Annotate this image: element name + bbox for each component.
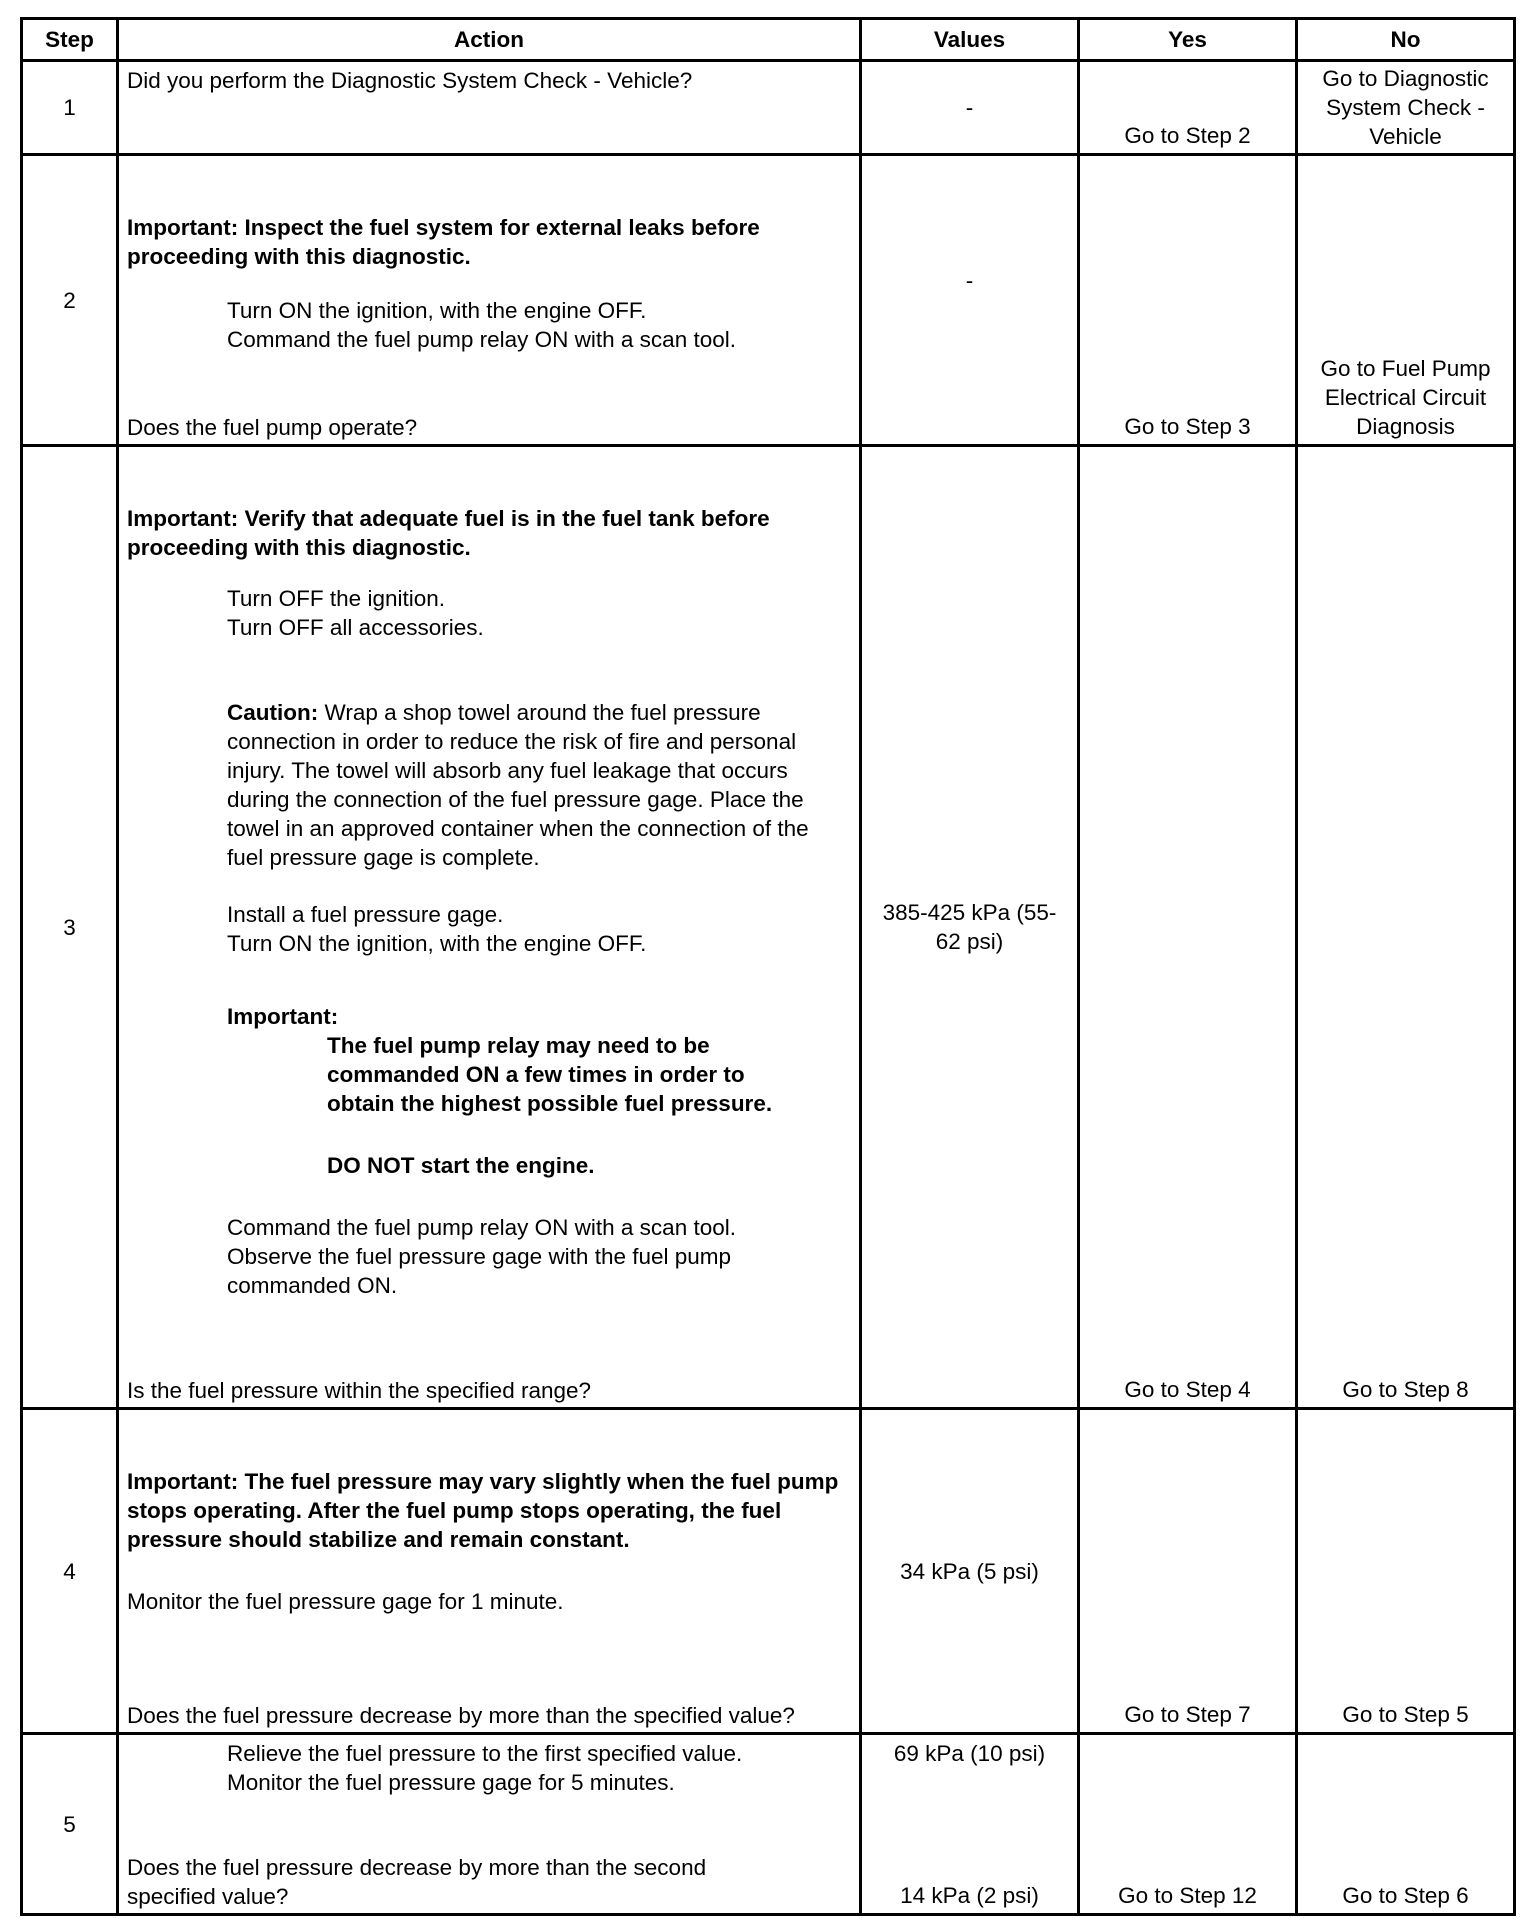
yes-cell: Go to Step 4 [1079,446,1297,1409]
table-row [22,61,1515,155]
action-step: Command the fuel pump relay ON with a scan tool. [227,1215,736,1240]
values-first: 69 kPa (10 psi) [893,1741,1046,1766]
table-row [22,1734,1515,1915]
values-cell: - [861,155,1079,446]
action-cell [118,1734,861,1915]
important-text: Inspect the fuel system for external leaks before proceeding with this diagnostic. [127,215,760,269]
action-step: Monitor the fuel pressure gage for 1 minute. [127,1589,564,1614]
action-cell [118,1409,861,1734]
action-step: Turn ON the ignition, with the engine OFF. [227,298,647,323]
table-row [22,155,1515,446]
important-line: DO NOT start the engine. [327,1153,595,1178]
header-yes: Yes [1079,19,1297,61]
yes-cell: Go to Step 2 [1079,61,1297,155]
question-text: Does the fuel pressure decrease by more than the second specified value? [127,1855,707,1909]
yes-cell: Go to Step 3 [1079,155,1297,446]
action-cell [118,61,861,155]
values-cell: - [861,61,1079,155]
important-label: Important: [127,506,239,531]
important-note [127,213,851,271]
step-number: 2 [22,155,118,446]
step-number: 3 [22,446,118,1409]
step-number: 1 [22,61,118,155]
question-text: Did you perform the Diagnostic System Check - Vehicle? [127,68,693,93]
action-cell [118,155,861,446]
important-label: Important: [227,1004,339,1029]
yes-cell: Go to Step 12 [1079,1734,1297,1915]
no-cell: Go to Fuel Pump Electrical Circuit Diagnosis [1297,155,1515,446]
action-step: Turn OFF all accessories. [227,615,484,640]
action-step: Monitor the fuel pressure gage for 5 minutes. [227,1770,675,1795]
question-text: Does the fuel pump operate? [127,415,418,440]
action-step: Relieve the fuel pressure to the first specified value. [227,1741,743,1766]
important-text: The fuel pressure may vary slightly when the fuel pump stops operating. After the fuel pump stops operating, the fuel pressure should stabilize and remain constant. [127,1469,839,1552]
table-row [22,1409,1515,1734]
values-cell: 34 kPa (5 psi) [861,1409,1079,1734]
important-line: The fuel pump relay may need to be commanded ON a few times in order to obtain the highest possible fuel pressure. [327,1033,773,1116]
caution-text: Wrap a shop towel around the fuel pressure connection in order to reduce the risk of fire and personal injury. The towel will absorb any fuel leakage that occurs during the connection of the fuel pressure gage. Place the towel in an approved container when the connection of the fuel pressure gage is complete. [227,700,809,870]
action-cell [118,446,861,1409]
action-step: Turn OFF the ignition. [227,586,446,611]
values-second: 14 kPa (2 psi) [900,1883,1039,1908]
important-label: Important: [127,215,239,240]
header-action: Action [118,19,861,61]
caution-note [127,698,851,872]
header-values: Values [861,19,1079,61]
action-step: Install a fuel pressure gage. [227,902,504,927]
header-row [22,19,1515,61]
question-text: Is the fuel pressure within the specified range? [127,1378,592,1403]
no-cell: Go to Step 5 [1297,1409,1515,1734]
important-note [127,504,851,562]
diagnostic-table [20,17,1516,1916]
action-step: Turn ON the ignition, with the engine OFF. [227,931,647,956]
action-step: Command the fuel pump relay ON with a scan tool. [227,327,736,352]
question-text: Does the fuel pressure decrease by more than the specified value? [127,1703,795,1728]
step-number: 5 [22,1734,118,1915]
header-no: No [1297,19,1515,61]
values-cell [861,1734,1079,1915]
important-text: Verify that adequate fuel is in the fuel tank before proceeding with this diagnostic. [127,506,770,560]
values-cell: 385-425 kPa (55-62 psi) [861,446,1079,1409]
step-number: 4 [22,1409,118,1734]
no-cell: Go to Step 8 [1297,446,1515,1409]
no-cell: Go to Step 6 [1297,1734,1515,1915]
action-step: Observe the fuel pressure gage with the fuel pump commanded ON. [227,1244,732,1298]
header-step: Step [22,19,118,61]
no-cell: Go to Diagnostic System Check - Vehicle [1297,61,1515,155]
table-row [22,446,1515,1409]
important-label: Important: [127,1469,239,1494]
caution-label: Caution: [227,700,319,725]
important-note [127,1467,851,1554]
yes-cell: Go to Step 7 [1079,1409,1297,1734]
